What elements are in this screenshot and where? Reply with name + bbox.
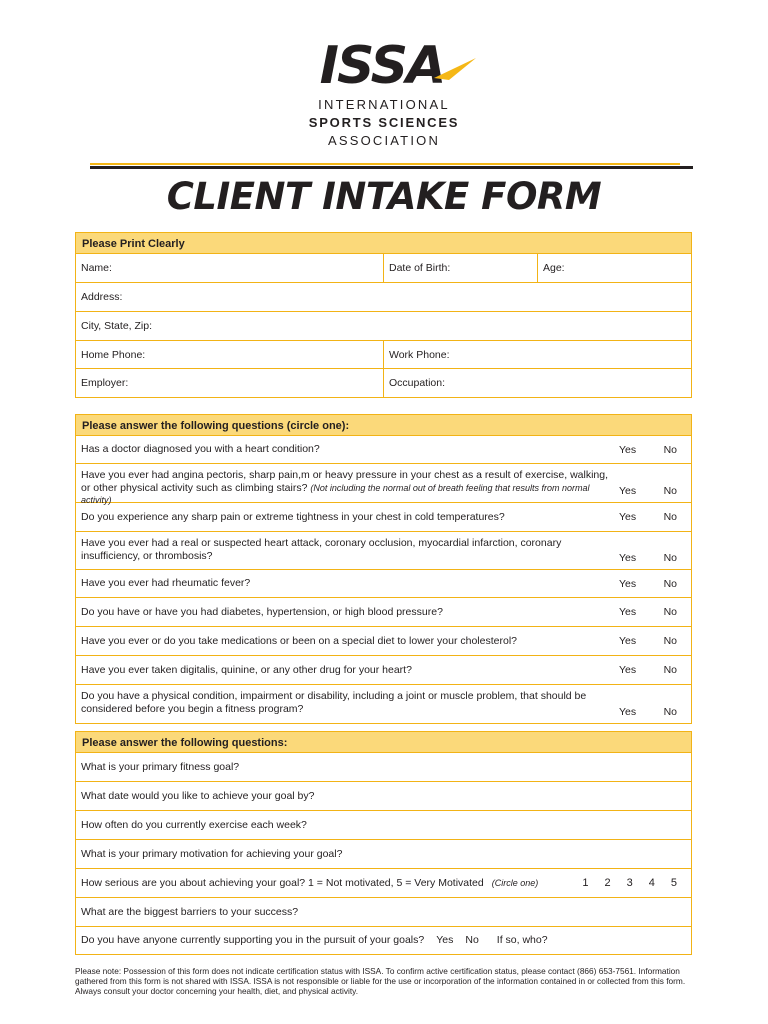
yes-option[interactable]: Yes [619, 552, 637, 564]
goal-question-row[interactable] [76, 753, 691, 782]
no-option[interactable]: No [663, 706, 677, 718]
scale-option-5[interactable]: 5 [670, 877, 677, 889]
dob-label: Date of Birth: [389, 262, 451, 274]
goals-header: Please answer the following questions: [76, 732, 691, 753]
goals-section [75, 731, 692, 955]
health-question-note: (Not including the normal out of breath feeling that results from normal activity) [81, 482, 590, 505]
logo-line-1: INTERNATIONAL [318, 97, 450, 112]
scale-option-4[interactable]: 4 [648, 877, 655, 889]
page-title: CLIENT INTAKE FORM [166, 175, 602, 218]
circle-one-note: (Circle one) [491, 877, 539, 888]
goal-question-row[interactable] [76, 840, 691, 869]
support-question-row [76, 927, 691, 954]
yes-option[interactable]: Yes [619, 706, 637, 718]
health-question-row [76, 503, 691, 532]
form-row [76, 369, 691, 397]
health-question-row [76, 436, 691, 464]
support-question: Do you have anyone currently supporting you in the pursuit of your goals? [81, 934, 425, 947]
yes-option[interactable]: Yes [619, 664, 637, 676]
scale-option-1[interactable]: 1 [582, 877, 589, 889]
motivation-question: How serious are you about achieving your goal? 1 = Not motivated, 5 = Very Motivated [81, 876, 484, 889]
yes-option[interactable]: Yes [619, 485, 637, 497]
home-phone-label: Home Phone: [81, 348, 146, 361]
yes-no-choice [619, 706, 677, 718]
goal-question-text [81, 927, 681, 954]
health-question-row [76, 598, 691, 627]
goal-question-text: What is your primary motivation for achieving your goal? [81, 847, 343, 860]
no-option[interactable]: No [663, 635, 677, 647]
yes-option[interactable]: Yes [619, 511, 637, 523]
no-option[interactable]: No [663, 664, 677, 676]
no-option[interactable]: No [663, 485, 677, 497]
goal-question-text: What is your primary fitness goal? [81, 760, 240, 773]
logo-line-3: ASSOCIATION [327, 133, 441, 148]
yes-option[interactable]: Yes [619, 606, 637, 618]
home-phone-field[interactable] [76, 341, 383, 368]
scale-option-2[interactable]: 2 [604, 877, 611, 889]
health-question-row [76, 685, 691, 723]
no-option[interactable]: No [663, 552, 677, 564]
issa-logo [0, 38, 768, 150]
yes-no-choice [619, 444, 677, 456]
health-question-main: Have you ever had angina pectoris, sharp pain,m or heavy pressure in your chest as a result of exercise, walking, or other physical activity such as climbing stairs? [81, 469, 609, 494]
goal-question-row[interactable] [76, 898, 691, 927]
health-question-text: Have you ever had rheumatic fever? [81, 577, 251, 590]
no-option[interactable]: No [663, 606, 677, 618]
yes-option[interactable]: Yes [619, 443, 637, 456]
health-question-text: Do you have or have you had diabetes, hypertension, or high blood pressure? [81, 605, 443, 618]
city-state-zip-field[interactable] [76, 312, 691, 340]
personal-info-section [75, 232, 692, 398]
address-label: Address: [81, 291, 123, 303]
goal-question-text: How often do you currently exercise each week? [81, 818, 307, 831]
yes-option[interactable]: Yes [619, 577, 637, 590]
disclaimer-footnote: Please note: Possession of this form does not indicate certification status with ISSA. To confirm active certification status, please contact (866) 653-7561. Information gathered from this form is not shared with ISSA. ISSA is not responsible or liable for the use or incorporation of the information contained in or collected from this form. Always consult your doctor concerning your health, diet, and physical activity. [75, 966, 686, 996]
health-question-text: Have you ever taken digitalis, quinine, or any other drug for your heart? [81, 663, 412, 676]
work-phone-label: Work Phone: [389, 348, 450, 361]
form-row [76, 341, 691, 369]
no-option[interactable]: No [663, 511, 677, 523]
city-state-zip-label: City, State, Zip: [81, 320, 152, 332]
no-option[interactable]: No [663, 577, 677, 590]
address-field[interactable] [76, 283, 691, 311]
health-question-row [76, 570, 691, 598]
yes-no-choice [619, 578, 677, 590]
personal-info-header: Please Print Clearly [76, 233, 691, 254]
yes-no-choice [619, 511, 677, 523]
yes-no-choice [619, 635, 677, 647]
health-question-text: Have you ever or do you take medications or been on a special diet to lower your cholesterol? [81, 634, 517, 647]
form-row [76, 254, 691, 283]
yes-no-choice [619, 485, 677, 497]
health-questions-header: Please answer the following questions (circle one): [76, 415, 691, 436]
occupation-label: Occupation: [389, 377, 446, 389]
yes-no-choice [619, 664, 677, 676]
form-row [76, 312, 691, 341]
health-question-text: Has a doctor diagnosed you with a heart condition? [81, 443, 320, 456]
health-question-row [76, 656, 691, 685]
age-label: Age: [543, 262, 565, 274]
health-question-text [81, 464, 611, 505]
support-no-option[interactable]: No [465, 934, 479, 947]
header-rule [90, 166, 693, 169]
health-questions-section [75, 414, 692, 724]
motivation-scale [582, 877, 677, 889]
employer-label: Employer: [81, 377, 129, 389]
health-question-row [76, 464, 691, 503]
no-option[interactable]: No [663, 443, 677, 456]
goal-question-text: What date would you like to achieve your goal by? [81, 789, 315, 802]
yes-no-choice [619, 606, 677, 618]
support-yes-option[interactable]: Yes [436, 934, 454, 947]
goal-question-row[interactable] [76, 811, 691, 840]
logo-line-2: SPORTS SCIENCES [308, 115, 460, 130]
logo-wordmark: ISSA [319, 38, 445, 90]
dob-field[interactable] [383, 254, 537, 282]
occupation-field[interactable] [383, 369, 691, 397]
motivation-scale-row [76, 869, 691, 898]
name-label: Name: [81, 262, 112, 274]
health-question-row [76, 627, 691, 656]
name-field[interactable] [76, 254, 383, 282]
age-field[interactable] [537, 254, 691, 282]
scale-option-3[interactable]: 3 [626, 877, 633, 889]
goal-question-row[interactable] [76, 782, 691, 811]
yes-no-choice [619, 552, 677, 564]
employer-field[interactable] [76, 369, 383, 397]
health-question-text: Do you experience any sharp pain or extreme tightness in your chest in cold temperatures? [81, 510, 505, 523]
goal-question-text [81, 869, 551, 897]
header-accent-rule [90, 163, 680, 165]
yes-option[interactable]: Yes [619, 635, 637, 647]
health-question-text: Do you have a physical condition, impairment or disability, including a joint or muscle problem, that should be considered before you begin a fitness program? [81, 690, 587, 715]
health-question-row [76, 532, 691, 570]
health-question-text: Have you ever had a real or suspected heart attack, coronary occlusion, myocardial infarction, coronary insufficiency, or thrombosis? [81, 537, 562, 562]
form-row [76, 283, 691, 312]
goal-question-text: What are the biggest barriers to your success? [81, 905, 299, 918]
issa-wordmark-logo [284, 38, 484, 90]
support-followup[interactable]: If so, who? [496, 934, 548, 947]
work-phone-field[interactable] [383, 341, 691, 368]
